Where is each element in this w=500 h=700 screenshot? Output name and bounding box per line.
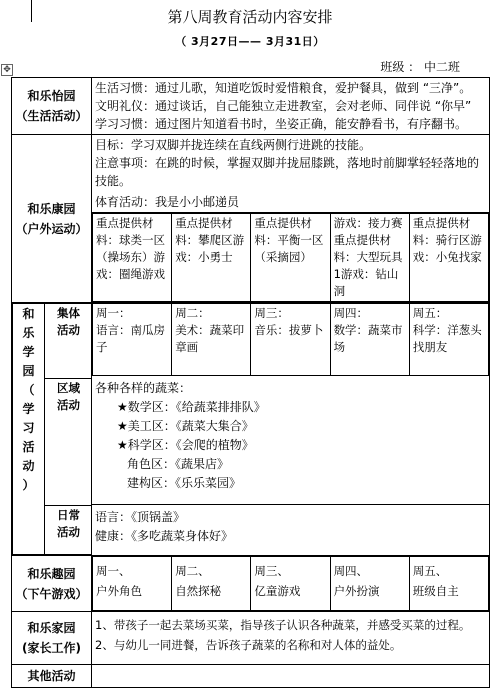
afternoon-day-2 (172, 557, 251, 611)
afternoon-day-2-content: 自然探秘 (175, 584, 222, 598)
life-line-1: 生活习惯：通过儿歌，知道吃饭时爱惜粮食，爱护餐具，做到 “三净”。 (95, 81, 472, 95)
area-activities (92, 376, 489, 505)
content-afternoon (92, 556, 490, 612)
group-day-5-label: 周五： (412, 306, 448, 320)
label-daily-2: 活动 (57, 525, 80, 539)
label-group-1: 集体 (57, 306, 80, 320)
group-day-1-label: 周一： (96, 306, 131, 320)
outdoor-areas (92, 213, 489, 302)
outdoor-sport: 体育活动：我是小小邮递员 (95, 195, 240, 209)
label-home-name: 和乐家园 (27, 621, 76, 635)
afternoon-day-1-label: 周一、 (96, 564, 131, 578)
content-outdoor (92, 135, 490, 303)
group-day-5-content: 科学：洋葱头找朋友 (412, 323, 482, 354)
outdoor-area-1: 重点提供材料：球类一区（操场东）游戏：圈绳游戏 (93, 214, 172, 302)
label-life-sub: （生活活动） (15, 109, 88, 123)
group-day-3 (251, 304, 330, 376)
date-range: （ 3月27日—— 3月31日） (175, 35, 325, 48)
label-afternoon-sub: （下午游戏） (15, 586, 88, 601)
label-home (12, 612, 92, 665)
group-day-4 (330, 304, 409, 376)
area-item-4: 角色区：《蔬果店》 (127, 457, 230, 471)
learning-label-table (12, 303, 92, 555)
outdoor-area-5: 重点提供材料：骑行区游戏：小兔找家 (409, 214, 488, 302)
afternoon-day-3-content: 亿童游戏 (254, 584, 301, 598)
label-afternoon-name: 和乐趣园 (27, 566, 76, 581)
label-learning-char-4: 园 (22, 364, 35, 378)
daily-line-1: 语言：《顶锅盖》 (95, 510, 186, 524)
life-line-3: 学习习惯：通过图片知道看书时，坐姿正确，能安静看书，有序翻书。 (95, 117, 468, 131)
row-life (12, 78, 490, 135)
afternoon-day-2-label: 周二、 (175, 564, 210, 578)
label-learning-char-9: 动 (22, 459, 35, 473)
outdoor-area-3: 重点提供材料：平衡一区（采摘园） (251, 214, 330, 302)
home-line-2: 2、与幼儿一同进餐，告诉孩子蔬菜的名称和对人体的益处。 (95, 638, 402, 652)
label-group (45, 304, 92, 379)
label-learning-char-8: 活 (22, 440, 35, 454)
daily-activities (92, 505, 489, 549)
content-life (92, 78, 490, 135)
label-learning (13, 304, 45, 555)
afternoon-day-4-content: 户外扮演 (333, 584, 380, 598)
label-learning-char-10: ） (22, 478, 35, 492)
group-activities (92, 303, 489, 376)
row-home (12, 612, 490, 665)
afternoon-day-5-content: 班级自主 (412, 584, 459, 598)
group-day-3-label: 周三： (254, 306, 289, 320)
label-learning-char-5: （ (22, 383, 35, 397)
label-life (12, 78, 92, 135)
label-area-1: 区域 (57, 381, 80, 395)
document-title: 第八周教育活动内容安排 (167, 8, 333, 26)
group-day-2-label: 周二： (175, 306, 210, 320)
label-area (45, 379, 92, 506)
afternoon-day-5 (409, 557, 488, 611)
learning-label-area (12, 303, 92, 556)
group-day-2 (172, 304, 251, 376)
label-learning-char-1: 和 (22, 307, 35, 321)
outdoor-text (92, 135, 489, 213)
class-info: 班级 ： 中二班 (380, 60, 460, 74)
area-item-2: ★美工区：《蔬菜大集合》 (117, 419, 254, 433)
label-learning-char-6: 学 (22, 402, 35, 416)
content-home (92, 612, 490, 665)
content-other (92, 665, 490, 688)
schedule-table (11, 77, 490, 688)
group-day-2-content: 美术：蔬菜印章画 (175, 323, 245, 354)
group-day-3-content: 音乐：拔萝卜 (254, 323, 324, 337)
label-home-sub: (家长工作) (22, 641, 81, 655)
label-outdoor (12, 135, 92, 303)
label-afternoon (12, 556, 92, 612)
area-intro: 各种各样的蔬菜： (95, 381, 192, 395)
life-line-2: 文明礼仪：通过谈话，自己能独立走进教室，会对老师、同伴说 “你早” (95, 99, 472, 113)
label-other: 其他活动 (12, 665, 92, 688)
afternoon-day-3 (251, 557, 330, 611)
outdoor-goal: 目标：学习双脚并拢连续在直线两侧行进跳的技能。 (95, 138, 372, 152)
label-learning-char-2: 乐 (22, 326, 35, 340)
group-day-4-content: 数学：蔬菜市场 (333, 323, 403, 354)
label-life-name: 和乐怡园 (27, 89, 76, 103)
afternoon-day-4 (330, 557, 409, 611)
label-daily (45, 506, 92, 555)
group-day-1 (93, 304, 172, 376)
label-outdoor-name: 和乐康园 (27, 201, 76, 216)
afternoon-day-4-label: 周四、 (333, 564, 369, 578)
outdoor-area-2: 重点提供材料：攀爬区游戏：小勇士 (172, 214, 251, 302)
group-day-5 (409, 304, 488, 376)
row-learning (12, 303, 490, 556)
table-move-handle-icon[interactable]: ✥ (1, 64, 13, 76)
outdoor-notice: 注意事项：在跳的时候，掌握双脚并拢屈膝跳，落地时前脚掌轻轻落地的技能。 (95, 156, 480, 188)
area-item-5: 建构区：《乐乐菜园》 (127, 476, 242, 490)
group-day-1-content: 语言：南瓜房子 (96, 323, 165, 354)
afternoon-day-5-label: 周五、 (412, 564, 448, 578)
afternoon-day-1 (93, 557, 172, 611)
daily-line-2: 健康：《多吃蔬菜身体好》 (95, 529, 234, 543)
label-learning-char-3: 学 (22, 345, 35, 359)
area-item-1: ★数学区：《给蔬菜排排队》 (117, 400, 266, 414)
row-outdoor (12, 135, 490, 303)
area-item-3: ★科学区：《会爬的植物》 (117, 438, 254, 452)
learning-content (92, 303, 490, 556)
label-area-2: 活动 (57, 398, 80, 412)
afternoon-day-3-label: 周三、 (254, 564, 289, 578)
outdoor-area-4: 游戏：接力赛重点提供材料：大型玩具1游戏：钻山洞 (330, 214, 409, 302)
label-outdoor-sub: （户外运动） (15, 221, 88, 236)
label-daily-1: 日常 (57, 508, 80, 522)
row-afternoon (12, 556, 490, 612)
afternoon-days (92, 556, 489, 611)
afternoon-day-1-content: 户外角色 (96, 584, 142, 598)
home-line-1: 1、带孩子一起去菜场买菜，指导孩子认识各种蔬菜，并感受买菜的过程。 (95, 618, 471, 632)
label-learning-char-7: 习 (22, 421, 35, 435)
row-other (12, 665, 490, 688)
group-day-4-label: 周四： (333, 306, 369, 320)
label-group-2: 活动 (57, 323, 80, 337)
